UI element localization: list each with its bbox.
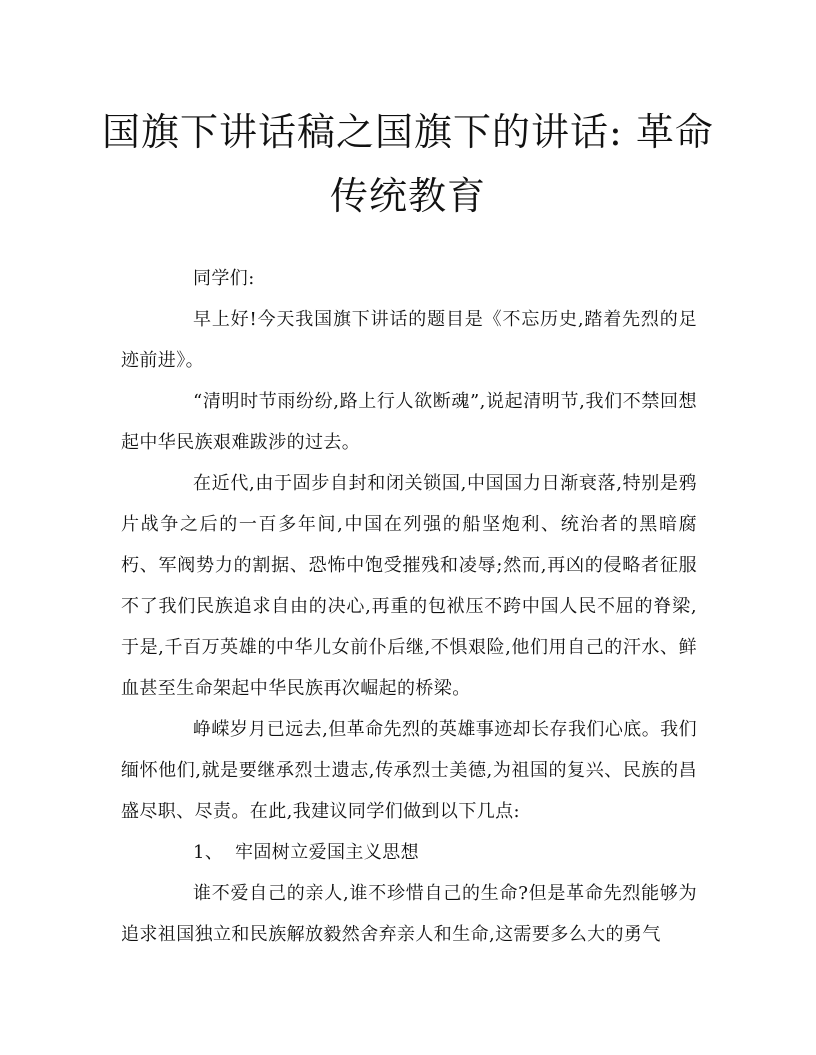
body-paragraph: 峥嵘岁月已远去,但革命先烈的英雄事迹却长存我们心底。我们缅怀他们,就是要继承烈士遗志,传承烈士美德,为祖国的复兴、民族的昌盛尽职、尽责。在此,我建议同学们做到以下几点: (121, 719, 697, 822)
body-paragraph: 早上好!今天我国旗下讲话的题目是《不忘历史,踏着先烈的足迹前进》。 (121, 309, 697, 371)
body-paragraph: 谁不爱自己的亲人,谁不珍惜自己的生命?但是革命先烈能够为追求祖国独立和民族解放毅然舍弃亲人和生命,这需要多么大的勇气 (121, 883, 697, 945)
list-item-text: 牢固树立爱国主义思想 (235, 842, 419, 863)
body-paragraph: “清明时节雨纷纷,路上行人欲断魂”,说起清明节,我们不禁回想起中华民族艰难跋涉的过去。 (121, 391, 697, 453)
document-body (121, 258, 697, 955)
list-item-number: 1、 (193, 842, 224, 863)
greeting-paragraph: 同学们: (193, 268, 255, 289)
document-title: 国旗下讲话稿之国旗下的讲话: 革命传统教育 (102, 110, 714, 218)
numbered-list-item (121, 832, 697, 873)
body-paragraph: 在近代,由于固步自封和闭关锁国,中国国力日渐衰落,特别是鸦片战争之后的一百多年间,中国在列强的船坚炮利、统治者的黑暗腐朽、军阀势力的割据、恐怖中饱受摧残和凌辱;然而,再凶的侵略者征服不了我们民族追求自由的决心,再重的包袱压不跨中国人民不屈的脊梁,于是,千百万英雄的中华儿女前仆后继,不惧艰险,他们用自己的汗水、鲜血甚至生命架起中华民族再次崛起的桥梁。 (121, 473, 697, 699)
